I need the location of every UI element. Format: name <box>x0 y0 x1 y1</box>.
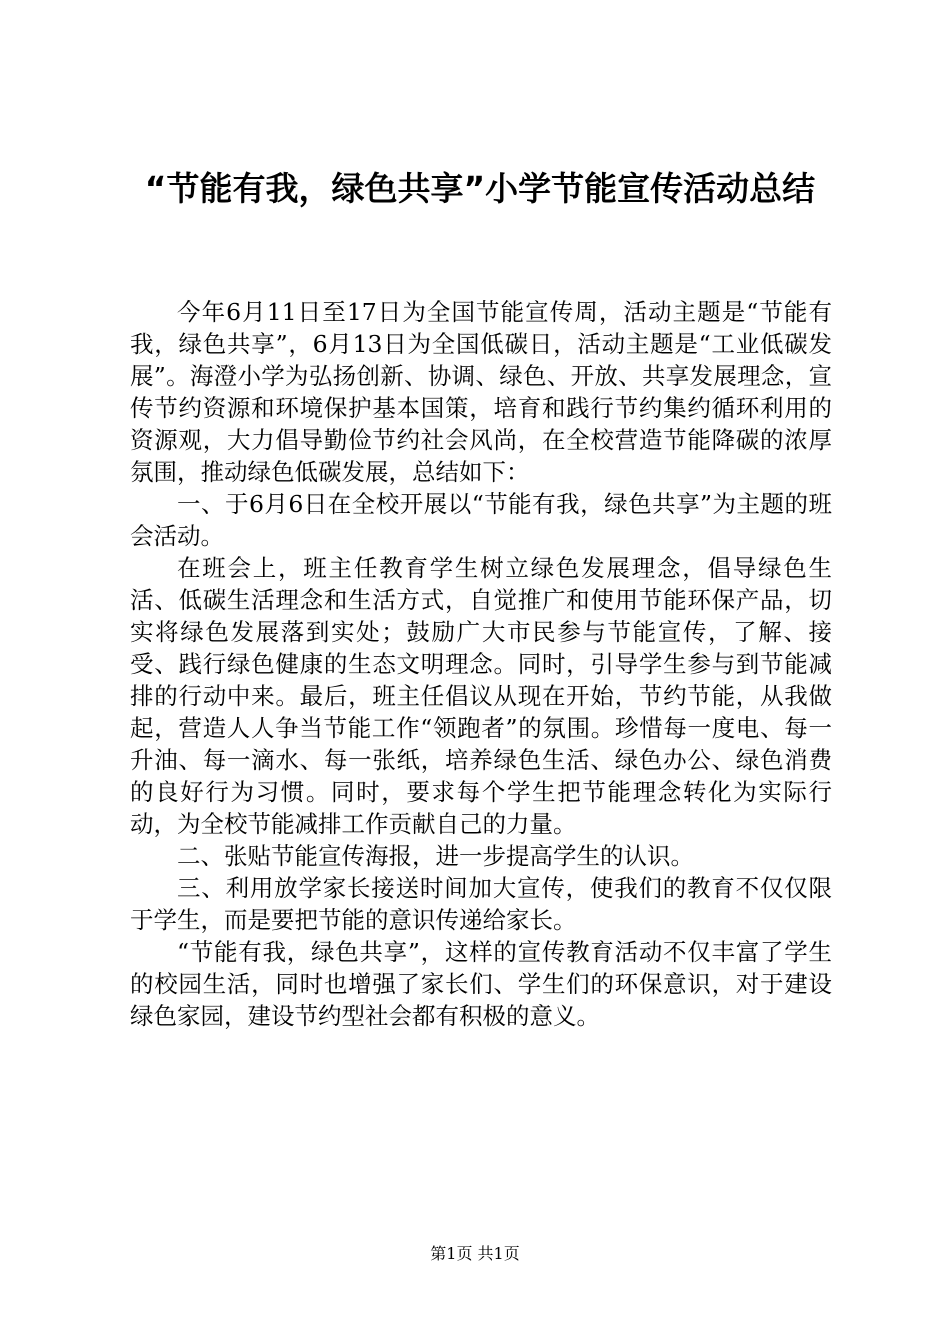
paragraph-class-meeting: 在班会上，班主任教育学生树立绿色发展理念，倡导绿色生活、低碳生活理念和生活方式，自觉推广和使用节能环保产品，切实将绿色发展落到实处；鼓励广大市民参与节能宣传，了解、接受、践行绿色健康的生态文明理念。同时，引导学生参与到节能减排的行动中来。最后，班主任倡议从现在开始，节约节能，从我做起，营造人人争当节能工作“领跑者”的氛围。珍惜每一度电、每一升油、每一滴水、每一张纸，培养绿色生活、绿色办公、绿色消费的良好行为习惯。同时，要求每个学生把节能理念转化为实际行动，为全校节能减排工作贡献自己的力量。 <box>130 554 832 838</box>
paragraph-item-one: 一、于6月6日在全校开展以“节能有我，绿色共享”为主题的班会活动。 <box>130 490 832 550</box>
paragraph-intro: 今年6月11日至17日为全国节能宣传周，活动主题是“节能有我，绿色共享”，6月13日为全国低碳日，活动主题是“工业低碳发展”。海澄小学为弘扬创新、协调、绿色、开放、共享发展理念，宣传节约资源和环境保护基本国策，培育和践行节约集约循环利用的资源观，大力倡导勤俭节约社会风尚，在全校营造节能降碳的浓厚氛围，推动绿色低碳发展，总结如下： <box>130 298 832 486</box>
page-number-footer: 第1页 共1页 <box>430 1244 520 1263</box>
paragraph-conclusion: “节能有我，绿色共享”，这样的宣传教育活动不仅丰富了学生的校园生活，同时也增强了家长们、学生们的环保意识，对于建设绿色家园，建设节约型社会都有积极的意义。 <box>130 938 832 1030</box>
document-body <box>130 296 832 1032</box>
paragraph-item-three: 三、利用放学家长接送时间加大宣传，使我们的教育不仅仅限于学生，而是要把节能的意识传递给家长。 <box>130 874 832 934</box>
paragraph-item-two: 二、张贴节能宣传海报，进一步提高学生的认识。 <box>177 842 694 870</box>
document-title: “节能有我，绿色共享”小学节能宣传活动总结 <box>144 169 816 208</box>
